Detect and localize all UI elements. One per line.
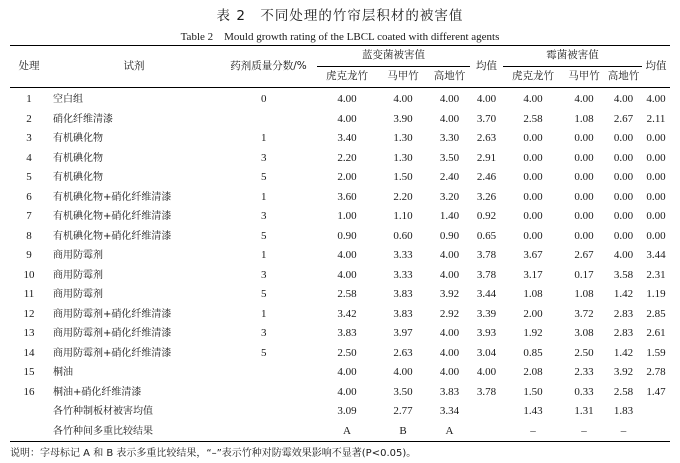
blue-majia-cell: 1.50 xyxy=(393,171,413,183)
table-row xyxy=(10,246,670,266)
header-species-gaodi: 高地竹 xyxy=(429,67,470,88)
blue-mean-cell: 3.93 xyxy=(476,327,497,339)
blue-hooker-cell: 3.09 xyxy=(337,405,357,417)
blue-hooker-cell: 4.00 xyxy=(337,249,357,261)
mould-gaodi-cell: 1.42 xyxy=(613,288,634,300)
blue-mean-cell: 0.65 xyxy=(476,229,497,242)
blue-majia-cell: 3.33 xyxy=(393,268,413,281)
mould-majia-cell: 0.00 xyxy=(574,190,594,203)
mould-hooker-cell: 2.00 xyxy=(523,307,543,320)
blue-hooker-cell: 3.83 xyxy=(337,327,357,339)
header-species-majia: 马甲竹 xyxy=(377,67,429,88)
blue-mean-cell: 4.00 xyxy=(476,93,497,105)
mould-gaodi-cell: 0.00 xyxy=(613,190,634,203)
blue-gaodi-cell: 4.00 xyxy=(439,249,460,261)
mould-gaodi-cell: 3.92 xyxy=(613,366,634,378)
table-row xyxy=(10,402,670,422)
mould-hooker-cell: 1.43 xyxy=(523,405,543,417)
mould-majia-cell: 1.31 xyxy=(574,405,594,417)
mould-gaodi-cell: 0.00 xyxy=(613,132,634,144)
blue-gaodi-cell: 3.34 xyxy=(439,405,460,417)
header-species-majia: 马甲竹 xyxy=(563,67,605,88)
blue-hooker-cell: 4.00 xyxy=(337,366,357,378)
concentration-cell: 1 xyxy=(261,307,267,320)
blue-mean-cell xyxy=(470,422,503,442)
blue-gaodi-cell: 4.00 xyxy=(439,93,460,105)
agent-cell: 商用防霉剂 xyxy=(53,289,103,300)
treatment-id-cell xyxy=(10,422,48,442)
treatment-id-cell: 7 xyxy=(26,210,32,222)
treatment-id-cell: 1 xyxy=(26,93,32,105)
mould-hooker-cell: 3.67 xyxy=(523,249,543,261)
table-row xyxy=(10,227,670,247)
mould-mean-cell xyxy=(642,422,670,442)
mould-hooker-cell: 2.58 xyxy=(523,112,543,125)
mould-gaodi-cell: 0.00 xyxy=(613,151,634,164)
concentration-cell: 5 xyxy=(261,229,267,242)
agent-cell: 有机碘化物 xyxy=(53,172,103,183)
agent-cell: 桐油 xyxy=(53,367,73,378)
blue-mean-cell: 2.63 xyxy=(476,132,497,144)
mould-hooker-cell: 0.85 xyxy=(523,346,543,359)
concentration-cell: 1 xyxy=(261,132,267,144)
agent-cell: 商用防霉剂+硝化纤维清漆 xyxy=(53,328,172,339)
blue-mean-cell: 3.78 xyxy=(476,268,497,281)
mould-gaodi-cell: 2.83 xyxy=(613,307,634,320)
mould-mean-cell xyxy=(642,402,670,422)
blue-majia-cell: 3.50 xyxy=(393,385,413,398)
table-row xyxy=(10,324,670,344)
mould-mean-cell: 0.00 xyxy=(646,132,666,144)
blue-gaodi-cell: 4.00 xyxy=(439,366,460,378)
concentration-cell: 3 xyxy=(261,327,267,339)
header-blue-mean: 均值 xyxy=(470,46,503,88)
mould-mean-cell: 1.47 xyxy=(646,385,666,398)
agent-cell: 有机碘化物+硝化纤维清漆 xyxy=(53,230,172,242)
mould-majia-cell: 1.08 xyxy=(574,288,594,300)
treatment-id-cell: 16 xyxy=(23,385,35,398)
concentration-cell: 3 xyxy=(261,210,267,222)
mould-gaodi-cell: 4.00 xyxy=(613,93,634,105)
header-mould-mean: 均值 xyxy=(642,46,670,88)
mould-hooker-cell: 0.00 xyxy=(523,229,543,242)
blue-mean-cell xyxy=(470,402,503,422)
mould-gaodi-cell: 3.58 xyxy=(613,268,634,281)
header-species-hooker: 虎克龙竹 xyxy=(503,67,563,88)
table-row xyxy=(10,168,670,188)
blue-mean-cell: 2.91 xyxy=(476,151,497,164)
blue-hooker-cell: 4.00 xyxy=(337,93,357,105)
concentration-cell: 5 xyxy=(261,288,267,300)
blue-majia-cell: 3.90 xyxy=(393,112,413,125)
mould-gaodi-cell: 4.00 xyxy=(613,249,634,261)
mould-majia-cell: 2.33 xyxy=(574,366,594,378)
table-row xyxy=(10,188,670,208)
mould-majia-cell: 0.00 xyxy=(574,171,594,183)
mould-gaodi-cell: 2.67 xyxy=(613,112,634,125)
table-row xyxy=(10,149,670,169)
blue-majia-cell: 3.97 xyxy=(393,327,413,339)
agent-cell: 商用防霉剂+硝化纤维清漆 xyxy=(53,347,172,359)
header-mould-group: 霉菌被害值 xyxy=(503,46,642,67)
blue-hooker-cell: 3.60 xyxy=(337,190,357,203)
treatment-id-cell: 12 xyxy=(23,307,35,320)
blue-hooker-cell: 1.00 xyxy=(337,210,357,222)
blue-majia-cell: 1.10 xyxy=(393,210,413,222)
mould-majia-cell: 2.50 xyxy=(574,346,594,359)
blue-majia-cell: 2.20 xyxy=(393,190,413,203)
header-species-hooker: 虎克龙竹 xyxy=(317,67,377,88)
agent-cell: 有机碘化物 xyxy=(53,152,103,164)
table-body xyxy=(10,88,670,442)
blue-mean-cell: 0.92 xyxy=(476,210,497,222)
mould-mean-cell: 1.19 xyxy=(646,288,666,300)
table-row xyxy=(10,363,670,383)
table-row xyxy=(10,285,670,305)
treatment-id-cell: 6 xyxy=(26,190,32,203)
blue-majia-cell: 1.30 xyxy=(393,151,413,164)
mould-mean-cell: 2.85 xyxy=(646,307,666,320)
blue-gaodi-cell: 4.00 xyxy=(439,268,460,281)
concentration-cell xyxy=(220,363,317,383)
blue-hooker-cell: 4.00 xyxy=(337,385,357,398)
mould-hooker-cell: 1.50 xyxy=(523,385,543,398)
blue-majia-cell: 4.00 xyxy=(393,366,413,378)
blue-gaodi-cell: 3.83 xyxy=(439,385,460,398)
blue-majia-cell: B xyxy=(399,424,407,437)
mould-majia-cell: 0.00 xyxy=(574,132,594,144)
mould-gaodi-cell: 0.00 xyxy=(613,210,634,222)
mould-mean-cell: 2.31 xyxy=(646,268,666,281)
concentration-cell: 3 xyxy=(261,151,267,164)
blue-hooker-cell: 0.90 xyxy=(337,229,357,242)
treatment-id-cell: 11 xyxy=(23,288,35,300)
table-row xyxy=(10,305,670,325)
mould-gaodi-cell: 0.00 xyxy=(613,171,634,183)
table-row xyxy=(10,129,670,149)
blue-gaodi-cell: 3.20 xyxy=(439,190,460,203)
agent-cell: 各竹种制板材被害均值 xyxy=(53,406,153,417)
blue-majia-cell: 4.00 xyxy=(393,93,413,105)
treatment-id-cell xyxy=(10,402,48,422)
mould-hooker-cell: – xyxy=(530,424,536,437)
blue-hooker-cell: 2.00 xyxy=(337,171,357,183)
blue-majia-cell: 3.33 xyxy=(393,249,413,261)
mould-mean-cell: 2.61 xyxy=(646,327,666,339)
blue-majia-cell: 2.63 xyxy=(393,346,413,359)
mould-mean-cell: 0.00 xyxy=(646,190,666,203)
treatment-id-cell: 4 xyxy=(26,151,32,164)
treatment-id-cell: 2 xyxy=(26,112,32,125)
mould-gaodi-cell: 1.42 xyxy=(613,346,634,359)
mould-majia-cell: 3.72 xyxy=(574,307,594,320)
blue-gaodi-cell: 4.00 xyxy=(439,327,460,339)
mould-hooker-cell: 1.92 xyxy=(523,327,543,339)
mould-hooker-cell: 0.00 xyxy=(523,151,543,164)
blue-gaodi-cell: 3.30 xyxy=(439,132,460,144)
mould-hooker-cell: 4.00 xyxy=(523,93,543,105)
blue-majia-cell: 3.83 xyxy=(393,307,413,320)
mould-majia-cell: 0.00 xyxy=(574,151,594,164)
treatment-id-cell: 9 xyxy=(26,249,32,261)
concentration-cell xyxy=(220,110,317,130)
agent-cell: 桐油+硝化纤维清漆 xyxy=(53,386,142,398)
blue-gaodi-cell: A xyxy=(445,424,454,437)
blue-mean-cell: 3.44 xyxy=(476,288,497,300)
concentration-cell xyxy=(220,383,317,403)
mould-hooker-cell: 2.08 xyxy=(523,366,543,378)
agent-cell: 各竹种间多重比较结果 xyxy=(53,425,153,437)
blue-mean-cell: 4.00 xyxy=(476,366,497,378)
blue-gaodi-cell: 0.90 xyxy=(439,229,460,242)
blue-gaodi-cell: 2.92 xyxy=(439,307,460,320)
table-row xyxy=(10,110,670,130)
agent-cell: 空白组 xyxy=(53,94,83,105)
treatment-id-cell: 15 xyxy=(23,366,35,378)
mould-gaodi-cell: 0.00 xyxy=(613,229,634,242)
agent-cell: 商用防霉剂+硝化纤维清漆 xyxy=(53,308,172,320)
blue-hooker-cell: A xyxy=(343,424,351,437)
header-treatment: 处理 xyxy=(10,46,48,88)
concentration-cell: 5 xyxy=(261,171,267,183)
blue-gaodi-cell: 4.00 xyxy=(439,112,460,125)
mould-majia-cell: 3.08 xyxy=(574,327,594,339)
agent-cell: 有机碘化物+硝化纤维清漆 xyxy=(53,191,172,203)
concentration-cell: 5 xyxy=(261,346,267,359)
blue-mean-cell: 3.78 xyxy=(476,249,497,261)
agent-cell: 商用防霉剂 xyxy=(53,269,103,281)
blue-hooker-cell: 3.42 xyxy=(337,307,357,320)
concentration-cell: 3 xyxy=(261,268,267,281)
mould-gaodi-cell: 2.58 xyxy=(613,385,634,398)
blue-hooker-cell: 4.00 xyxy=(337,112,357,125)
mould-mean-cell: 0.00 xyxy=(646,229,666,242)
table-row xyxy=(10,88,670,110)
blue-hooker-cell: 2.58 xyxy=(337,288,357,300)
mould-majia-cell: 4.00 xyxy=(574,93,594,105)
concentration-cell xyxy=(220,422,317,442)
blue-mean-cell: 2.46 xyxy=(476,171,497,183)
mould-hooker-cell: 0.00 xyxy=(523,210,543,222)
mould-mean-cell: 2.11 xyxy=(646,112,666,125)
table-title-en: Table 2 Mould growth rating of the LBCL coated with different agents xyxy=(180,31,500,43)
header-species-gaodi: 高地竹 xyxy=(605,67,642,88)
mould-majia-cell: 0.00 xyxy=(574,210,594,222)
agent-cell: 有机碘化物+硝化纤维清漆 xyxy=(53,211,172,222)
mould-hooker-cell: 0.00 xyxy=(523,132,543,144)
blue-hooker-cell: 3.40 xyxy=(337,132,357,144)
blue-majia-cell: 1.30 xyxy=(393,132,413,144)
mould-mean-cell: 1.59 xyxy=(646,346,666,359)
treatment-id-cell: 5 xyxy=(26,171,32,183)
concentration-cell: 1 xyxy=(261,190,267,203)
treatment-id-cell: 10 xyxy=(23,268,35,281)
blue-majia-cell: 0.60 xyxy=(393,229,413,242)
mould-gaodi-cell: 2.83 xyxy=(613,327,634,339)
blue-gaodi-cell: 3.50 xyxy=(439,151,460,164)
mould-mean-cell: 0.00 xyxy=(646,171,666,183)
mould-majia-cell: 0.00 xyxy=(574,229,594,242)
concentration-cell: 0 xyxy=(261,93,267,105)
mould-mean-cell: 4.00 xyxy=(646,93,666,105)
mould-mean-cell: 3.44 xyxy=(646,249,666,261)
mould-hooker-cell: 1.08 xyxy=(523,288,543,300)
table-note: 说明：字母标记 A 和 B 表示多重比较结果，“–”表示竹种对防霉效果影响不显著(P<0.05)。 xyxy=(10,448,417,459)
blue-mean-cell: 3.39 xyxy=(476,307,497,320)
blue-hooker-cell: 2.50 xyxy=(337,346,357,359)
blue-gaodi-cell: 4.00 xyxy=(439,346,460,359)
blue-hooker-cell: 2.20 xyxy=(337,151,357,164)
agent-cell: 商用防霉剂 xyxy=(53,250,103,261)
mould-majia-cell: 0.33 xyxy=(574,385,594,398)
mould-majia-cell: 1.08 xyxy=(574,112,594,125)
mould-mean-cell: 2.78 xyxy=(646,366,666,378)
blue-hooker-cell: 4.00 xyxy=(337,268,357,281)
header-concentration: 药剂质量分数/% xyxy=(220,46,317,88)
blue-gaodi-cell: 1.40 xyxy=(439,210,460,222)
agent-cell: 有机碘化物 xyxy=(53,133,103,144)
table-title-zh: 表 2 不同处理的竹帘层积材的被害值 xyxy=(216,8,464,24)
treatment-id-cell: 8 xyxy=(26,229,32,242)
header-blue-stain-group: 蓝变菌被害值 xyxy=(317,46,470,67)
blue-gaodi-cell: 3.92 xyxy=(439,288,460,300)
mould-majia-cell: – xyxy=(581,424,587,437)
blue-majia-cell: 2.77 xyxy=(393,405,413,417)
blue-mean-cell: 3.78 xyxy=(476,385,497,398)
blue-gaodi-cell: 2.40 xyxy=(439,171,460,183)
mould-rating-table xyxy=(10,45,670,442)
treatment-id-cell: 3 xyxy=(26,132,32,144)
blue-mean-cell: 3.04 xyxy=(476,346,497,359)
agent-cell: 硝化纤维清漆 xyxy=(53,113,113,125)
table-row xyxy=(10,207,670,227)
concentration-cell: 1 xyxy=(261,249,267,261)
header-agent: 试剂 xyxy=(48,46,220,88)
treatment-id-cell: 14 xyxy=(23,346,35,359)
table-row xyxy=(10,266,670,286)
treatment-id-cell: 13 xyxy=(23,327,35,339)
mould-majia-cell: 0.17 xyxy=(574,268,594,281)
concentration-cell xyxy=(220,402,317,422)
mould-hooker-cell: 0.00 xyxy=(523,171,543,183)
mould-mean-cell: 0.00 xyxy=(646,151,666,164)
mould-majia-cell: 2.67 xyxy=(574,249,594,261)
blue-majia-cell: 3.83 xyxy=(393,288,413,300)
blue-mean-cell: 3.70 xyxy=(476,112,497,125)
blue-mean-cell: 3.26 xyxy=(476,190,497,203)
mould-gaodi-cell: 1.83 xyxy=(613,405,634,417)
table-row xyxy=(10,422,670,442)
mould-hooker-cell: 0.00 xyxy=(523,190,543,203)
mould-gaodi-cell: – xyxy=(620,424,627,437)
table-row xyxy=(10,344,670,364)
mould-hooker-cell: 3.17 xyxy=(523,268,543,281)
mould-mean-cell: 0.00 xyxy=(646,210,666,222)
table-row xyxy=(10,383,670,403)
